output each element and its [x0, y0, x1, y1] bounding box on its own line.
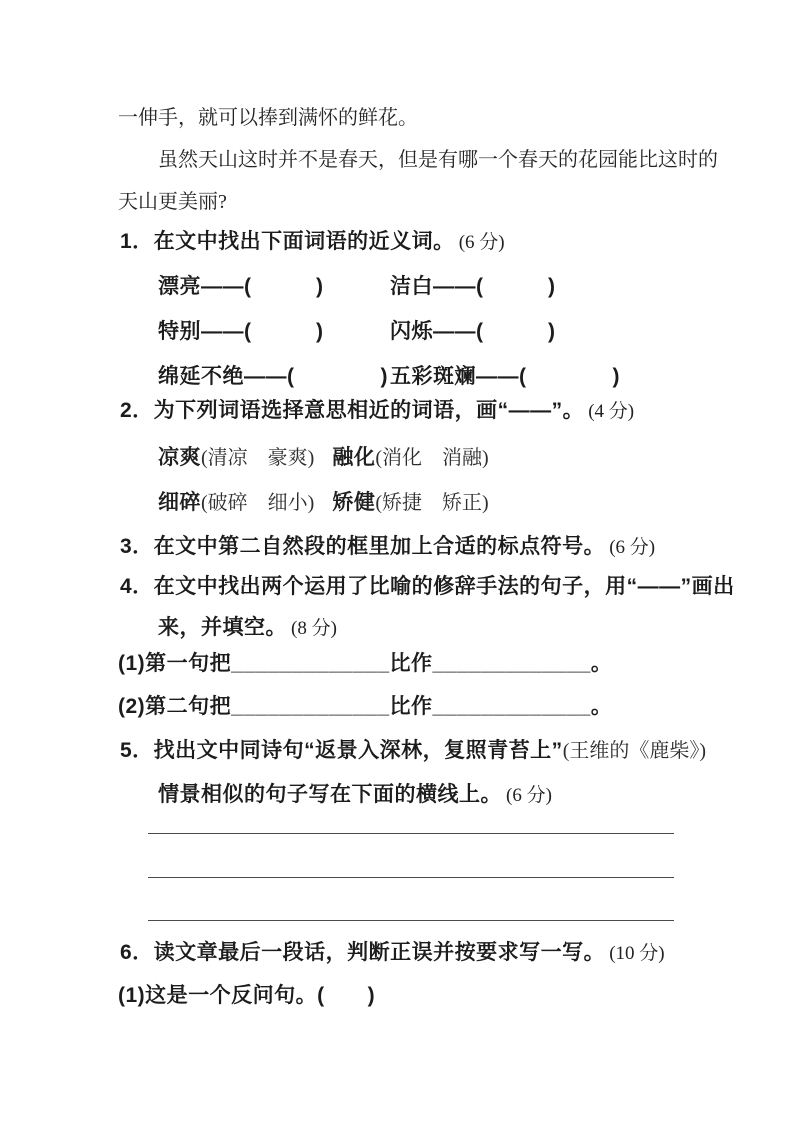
question-1-text: 1．在文中找出下面词语的近义词。	[120, 230, 455, 253]
question-2-text: 2．为下列词语选择意思相近的词语，画“——”。	[120, 399, 585, 422]
word-choice-cell	[158, 445, 314, 471]
synonym-pair-row-3	[158, 364, 620, 390]
answer-line-3	[148, 920, 674, 921]
question-3-text: 3．在文中第二自然段的框里加上合适的标点符号。	[120, 535, 606, 558]
question-6-score: (10 分)	[609, 943, 665, 964]
synonym-pair-row-2	[158, 319, 556, 345]
synonym-pair: 漂亮——( )	[158, 275, 324, 298]
word-choice-cell	[332, 490, 488, 516]
synonym-pair: 绵延不绝——( )	[158, 365, 388, 388]
question-5-title-line-2	[158, 782, 552, 808]
passage-line-3: 天山更美丽?	[118, 191, 227, 213]
question-3-score: (6 分)	[609, 537, 656, 558]
synonym-pair: 五彩斑斓——( )	[390, 365, 620, 388]
synonym-pair-row-1	[158, 274, 556, 300]
question-5-text: 5．找出文中同诗句“返景入深林，复照青苔上”	[120, 739, 563, 762]
synonym-pair: 闪烁——( )	[390, 320, 556, 343]
question-6-item-1: (1)这是一个反问句。( )	[118, 984, 376, 1007]
word-choice-row-2	[158, 490, 489, 516]
headword: 细碎	[158, 491, 201, 514]
question-6-title	[120, 940, 665, 966]
word-choice-row-1	[158, 445, 489, 471]
question-5-score: (6 分)	[506, 785, 552, 806]
option-words: (消化 消融)	[375, 447, 489, 469]
synonym-pair: 特别——( )	[158, 320, 324, 343]
headword: 凉爽	[158, 446, 201, 469]
option-words: (破碎 细小)	[201, 492, 315, 514]
passage-line-1: 一伸手，就可以捧到满怀的鲜花。	[118, 107, 418, 129]
answer-line-2	[148, 877, 674, 878]
passage-line-2: 虽然天山这时并不是春天，但是有哪一个春天的花园能比这时的	[158, 149, 718, 171]
question-1-title	[120, 229, 505, 255]
question-5-title-line-1	[120, 738, 706, 764]
citation-note: (王维的《鹿柴》)	[562, 740, 707, 762]
question-4-text: 来，并填空。	[158, 616, 287, 639]
headword: 融化	[332, 446, 376, 469]
headword: 矫健	[332, 491, 376, 514]
question-1-score: (6 分)	[458, 232, 505, 253]
answer-line-1	[148, 833, 674, 834]
question-5-text-2: 情景相似的句子写在下面的横线上。	[158, 783, 502, 806]
question-2-score: (4 分)	[588, 401, 635, 422]
question-4-title-line-2	[158, 615, 337, 641]
fill-blank-line-1: (1)第一句把_____________比作_____________。	[118, 652, 613, 675]
fill-blank-line-2: (2)第二句把_____________比作_____________。	[118, 695, 613, 718]
question-6-text: 6．读文章最后一段话，判断正误并按要求写一写。	[120, 941, 606, 964]
option-words: (矫捷 矫正)	[375, 492, 489, 514]
question-4-title-line-1: 4．在文中找出两个运用了比喻的修辞手法的句子，用“——”画出	[120, 575, 735, 598]
option-words: (清凉 豪爽)	[201, 447, 315, 469]
question-2-title	[120, 398, 634, 424]
word-choice-cell	[158, 490, 314, 516]
question-4-score: (8 分)	[291, 618, 337, 639]
synonym-pair: 洁白——( )	[390, 275, 556, 298]
word-choice-cell	[332, 445, 488, 471]
question-3-title	[120, 534, 655, 560]
